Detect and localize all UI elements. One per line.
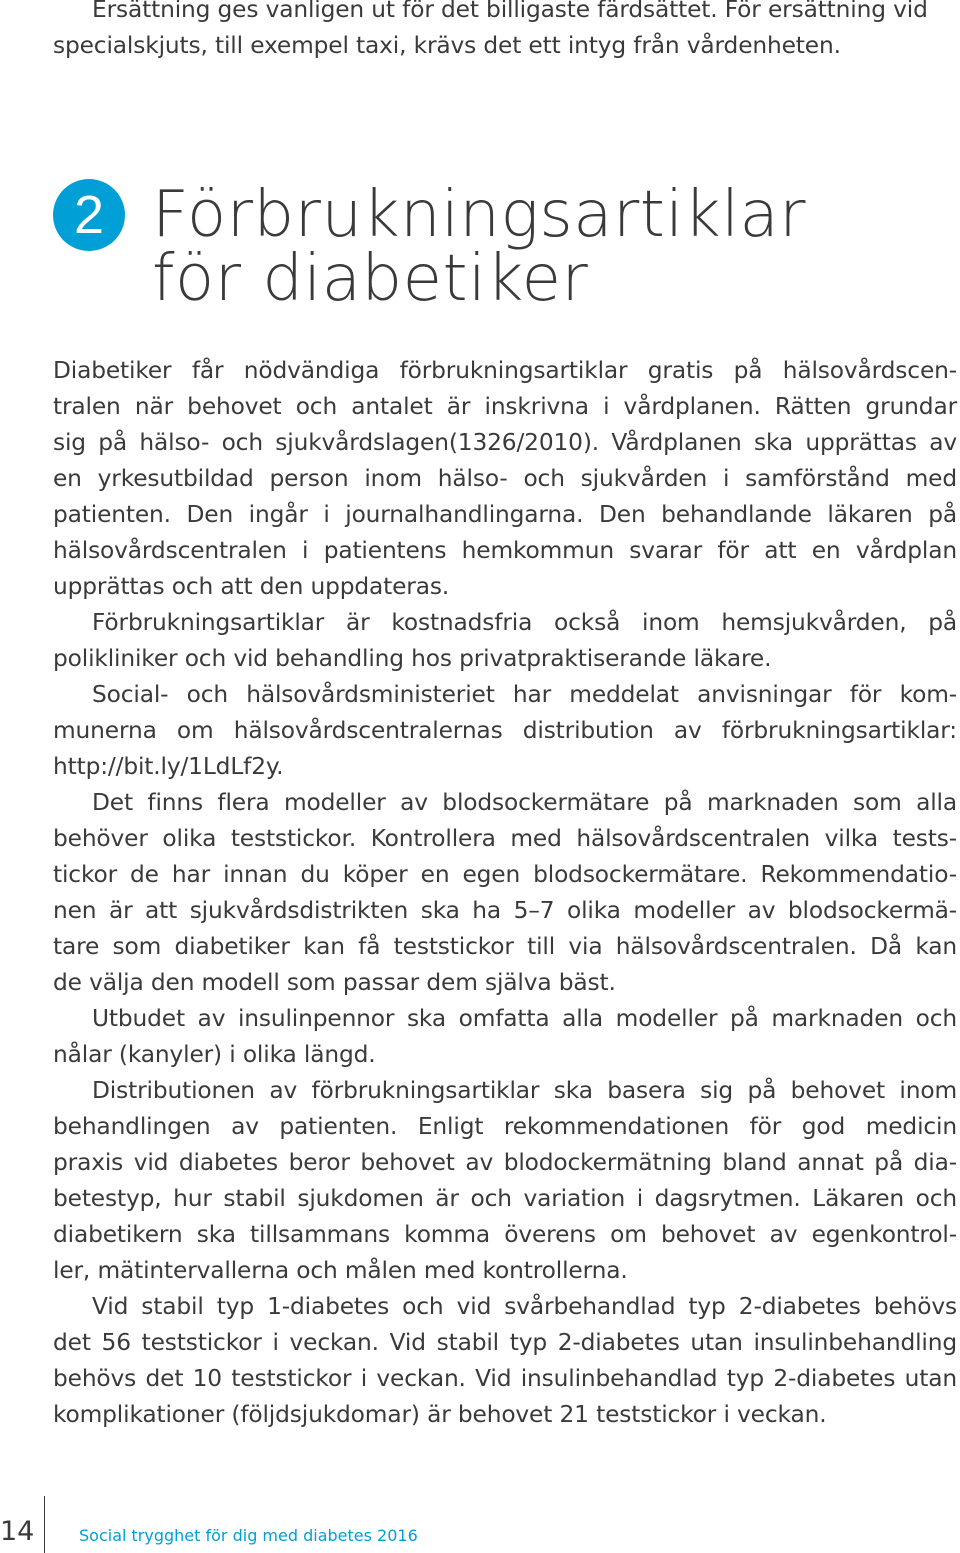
body-line: behöver olika teststickor. Kontrollera med hälsovårdscentralen vilka tests- — [53, 825, 957, 852]
section-title-line-2: för diabetiker — [152, 242, 589, 316]
body-line: upprättas och att den uppdateras. — [53, 573, 450, 600]
body-line: tralen när behovet och antalet är inskrivna i vårdplanen. Rätten grundar — [53, 393, 957, 420]
body-line: munerna om hälsovårdscentralernas distribution av förbrukningsartiklar: — [53, 717, 957, 744]
section-title-line-1: Förbrukningsartiklar — [152, 178, 806, 252]
body-line: praxis vid diabetes beror behovet av blodockermätning bland annat på dia- — [53, 1149, 957, 1176]
body-line: hälsovårdscentralen i patientens hemkommun svarar för att en vårdplan — [53, 537, 957, 564]
body-line: nålar (kanyler) i olika längd. — [53, 1041, 376, 1068]
body-line: Diabetiker får nödvändiga förbrukningsartiklar gratis på hälsovårdscen- — [53, 357, 957, 384]
body-line: Det finns flera modeller av blodsockermätare på marknaden som alla — [92, 789, 957, 816]
section-number-badge: 2 — [53, 179, 125, 251]
intro-line-2: specialskjuts, till exempel taxi, krävs det ett intyg från vårdenheten. — [53, 32, 841, 59]
body-line: det 56 teststickor i veckan. Vid stabil typ 2-diabetes utan insulinbehandling — [53, 1329, 957, 1356]
body-line: behandlingen av patienten. Enligt rekommendationen för god medicin — [53, 1113, 957, 1140]
body-line: nen är att sjukvårdsdistrikten ska ha 5–7 olika modeller av blodsockermä- — [53, 897, 957, 924]
body-line: Förbrukningsartiklar är kostnadsfria också inom hemsjukvården, på — [92, 609, 957, 636]
page-number: 14 — [0, 1516, 35, 1547]
intro-line-1: Ersättning ges vanligen ut för det billigaste färdsättet. För ersättning vid — [92, 0, 928, 23]
body-line: komplikationer (följdsjukdomar) är behovet 21 teststickor i veckan. — [53, 1401, 827, 1428]
body-line: Distributionen av förbrukningsartiklar ska basera sig på behovet inom — [92, 1077, 957, 1104]
body-line: Social- och hälsovårdsministeriet har meddelat anvisningar för kom- — [92, 681, 957, 708]
body-line: en yrkesutbildad person inom hälso- och sjukvården i samförstånd med — [53, 465, 957, 492]
body-line: Vid stabil typ 1-diabetes och vid svårbehandlad typ 2-diabetes behövs — [92, 1293, 957, 1320]
body-line: tare som diabetiker kan få teststickor till via hälsovårdscentralen. Då kan — [53, 933, 957, 960]
body-link-line: http://bit.ly/1LdLf2y. — [53, 753, 284, 780]
footer-divider — [44, 1496, 45, 1553]
body-line: patienten. Den ingår i journalhandlingarna. Den behandlande läkaren på — [53, 501, 957, 528]
body-line: tickor de har innan du köper en egen blodsockermätare. Rekommendatio- — [53, 861, 957, 888]
body-line: polikliniker och vid behandling hos privatpraktiserande läkare. — [53, 645, 772, 672]
body-line: behövs det 10 teststickor i veckan. Vid insulinbehandlad typ 2-diabetes utan — [53, 1365, 957, 1392]
publication-title: Social trygghet för dig med diabetes 2016 — [79, 1526, 418, 1545]
body-line: diabetikern ska tillsammans komma överens om behovet av egenkontrol- — [53, 1221, 957, 1248]
body-line: betestyp, hur stabil sjukdomen är och variation i dagsrytmen. Läkaren och — [53, 1185, 957, 1212]
body-line: Utbudet av insulinpennor ska omfatta alla modeller på marknaden och — [92, 1005, 957, 1032]
body-line: ler, mätintervallerna och målen med kontrollerna. — [53, 1257, 628, 1284]
body-line: de välja den modell som passar dem själva bäst. — [53, 969, 616, 996]
body-line: sig på hälso- och sjukvårdslagen(1326/2010). Vårdplanen ska upprättas av — [53, 429, 957, 456]
